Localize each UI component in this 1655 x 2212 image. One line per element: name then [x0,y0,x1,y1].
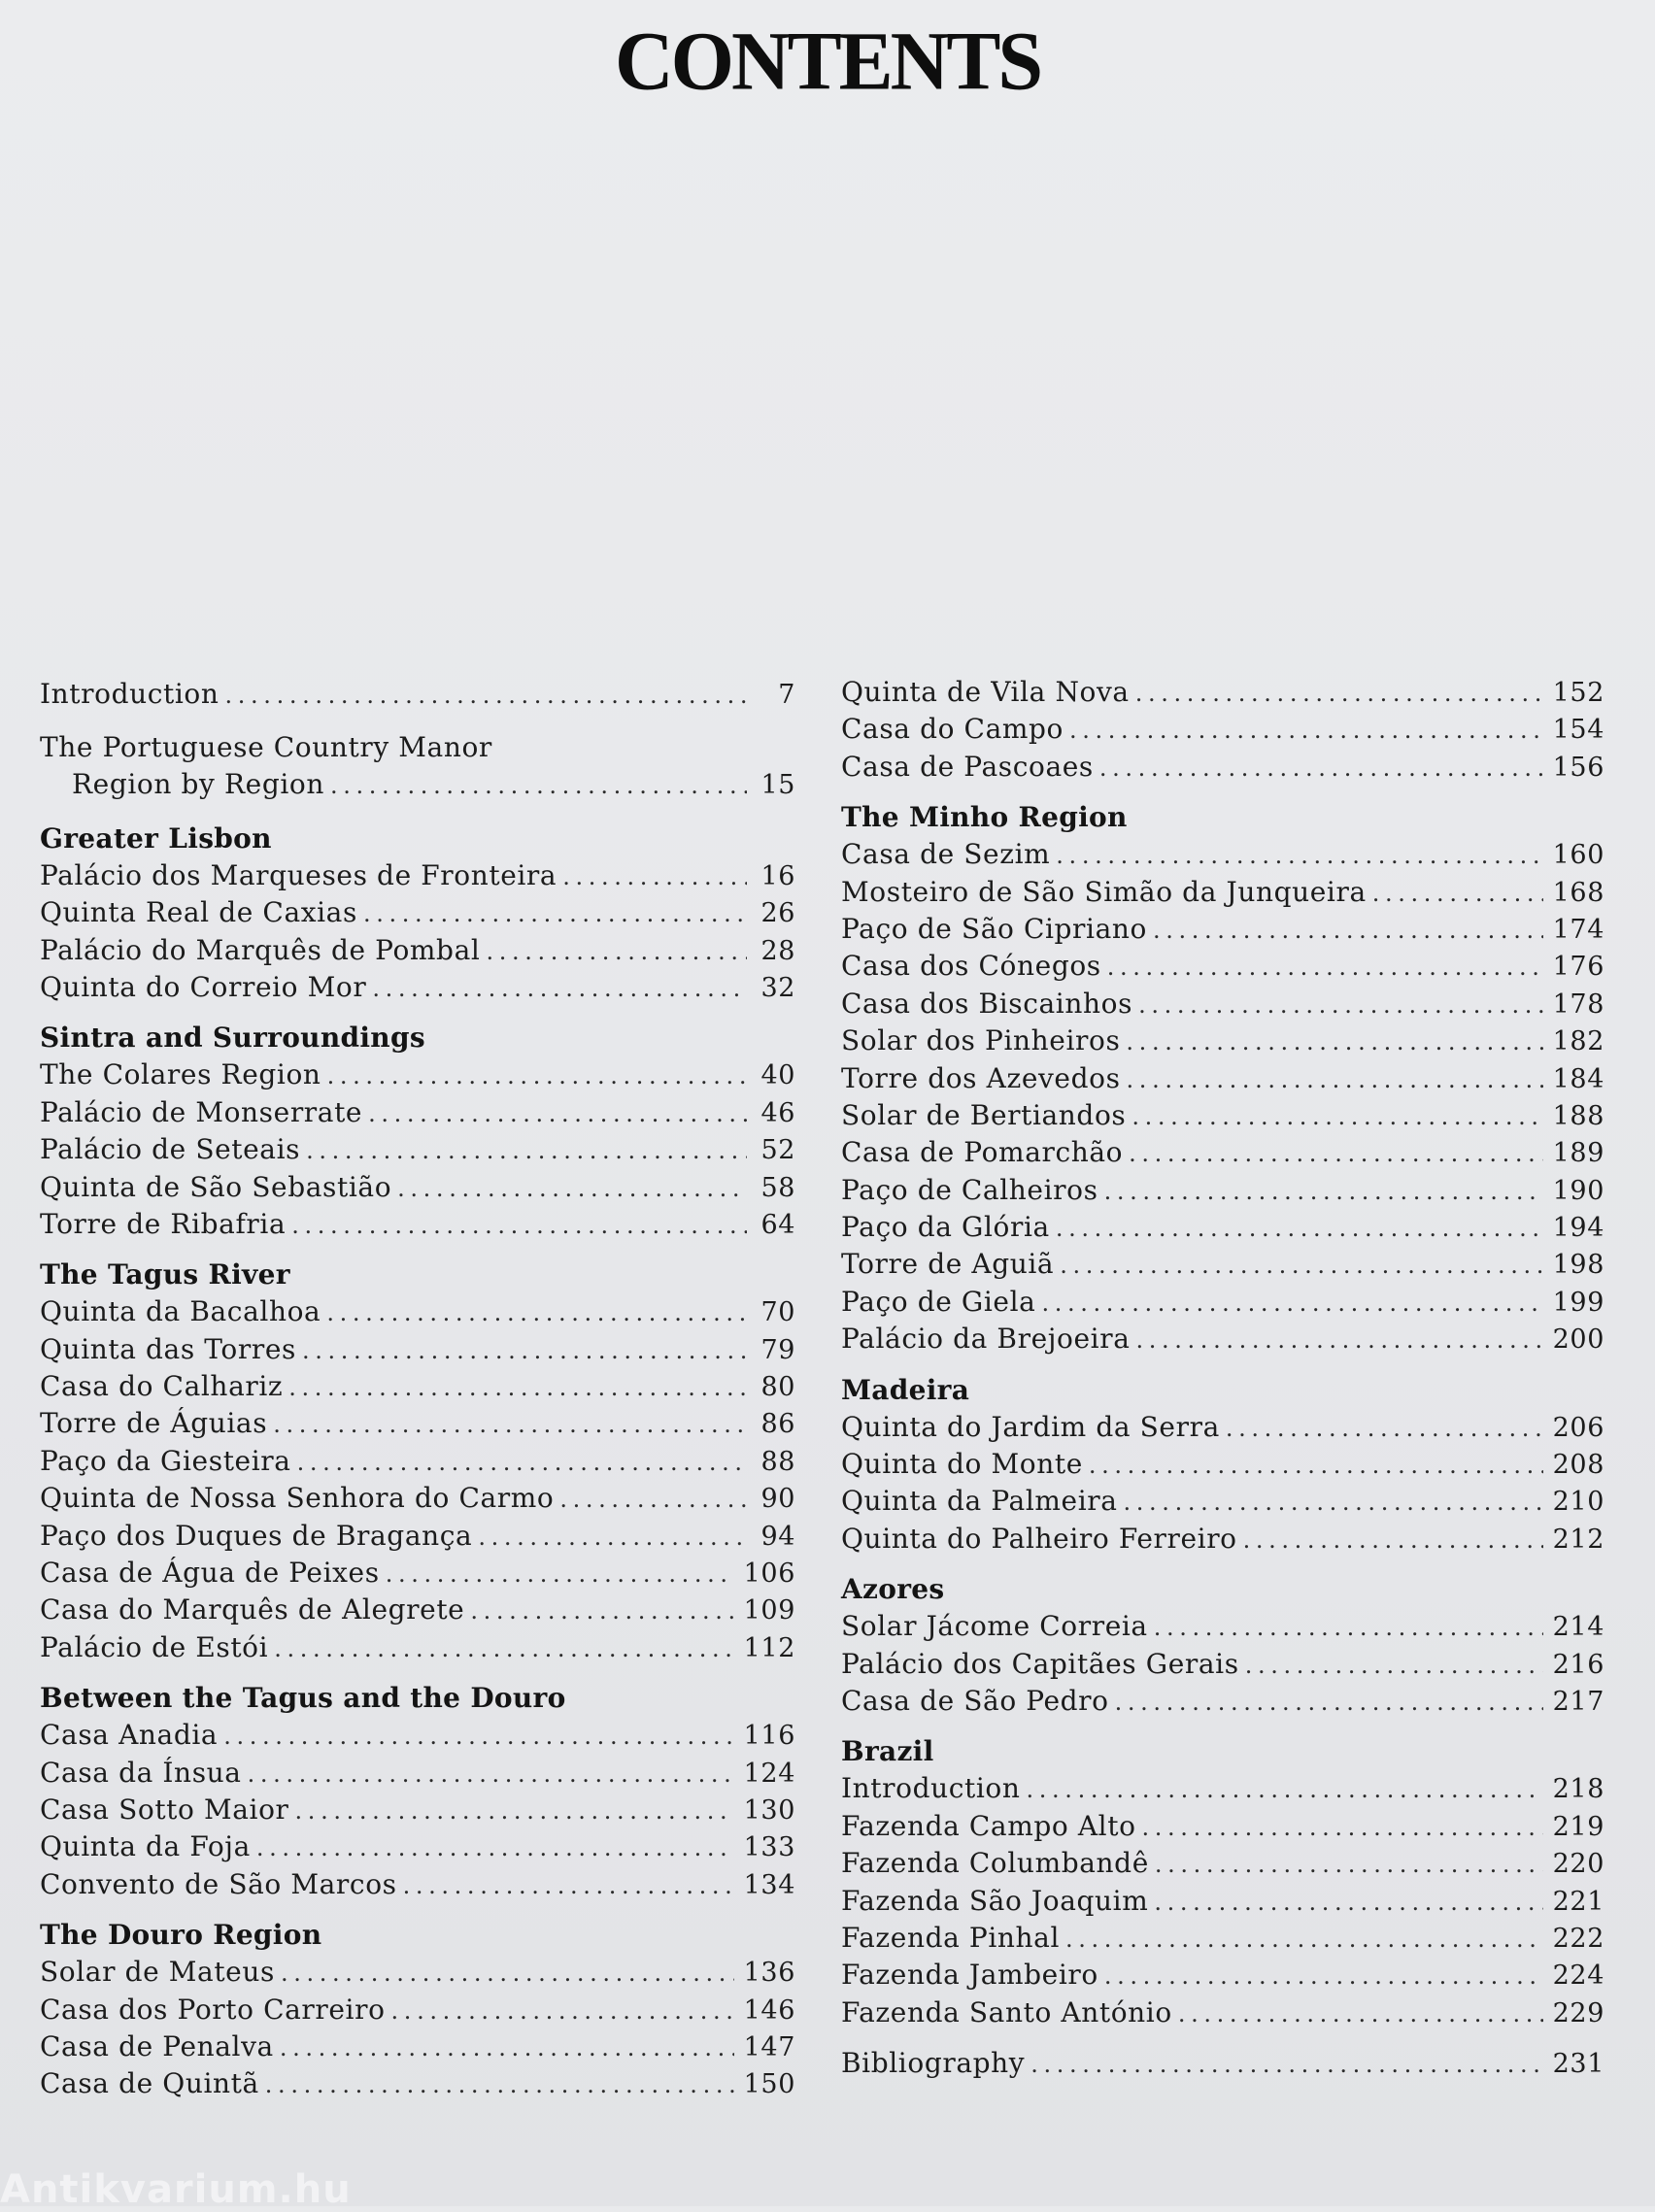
dot-leader [273,1406,747,1443]
toc-entry-page: 147 [743,2031,795,2062]
toc-entry-page: 106 [743,1558,795,1590]
dot-leader [288,1369,747,1406]
toc-entry [40,1828,795,1865]
dot-leader [1104,1958,1543,1994]
toc-entry [40,1717,795,1754]
toc-entry [841,1060,1604,1097]
toc-entry-page: 174 [1552,914,1604,945]
toc-entry [40,1169,795,1206]
dot-leader [302,1332,747,1369]
toc-entry-label: Quinta das Torres [40,1332,296,1365]
toc-entry [40,969,795,1006]
toc-entry-label: Convento de São Marcos [40,1867,397,1900]
toc-entry-label: Quinta da Foja [40,1830,251,1863]
dot-leader [256,1829,734,1866]
toc-entry [40,1056,795,1093]
toc-entry-page: 231 [1552,2049,1604,2080]
toc-entry-page: 64 [760,1209,795,1240]
toc-entry-label: Paço de Calheiros [841,1173,1098,1206]
dot-leader [1107,949,1543,986]
dot-leader [397,1170,747,1207]
toc-entry-page: 32 [760,972,795,1003]
toc-entry-page: 218 [1552,1774,1604,1805]
dot-leader [403,1867,734,1904]
dot-leader [368,1095,747,1132]
toc-entry-page: 184 [1552,1063,1604,1094]
toc-entry-label: Quinta do Correio Mor [40,970,367,1003]
toc-entry-label: Fazenda Pinhal [841,1921,1061,1954]
toc-entry-label: Quinta da Palmeira [841,1485,1118,1518]
toc-entry-page: 109 [743,1595,795,1626]
section-heading: Greater Lisbon [40,821,272,855]
toc-entry [841,1994,1604,2031]
toc-entry [841,1683,1604,1720]
toc-entry-page: 134 [743,1869,795,1900]
toc-entry [841,986,1604,1022]
toc-entry-label: Quinta de Vila Nova [841,676,1130,708]
toc-entry [841,1446,1604,1483]
toc-entry-label: Casa do Campo [841,713,1064,746]
toc-entry [841,1409,1604,1446]
dot-leader [1226,1410,1543,1447]
toc-entry [841,1284,1604,1321]
toc-entry-label: Quinta de São Sebastião [40,1170,392,1203]
dot-leader [223,1718,733,1755]
toc-entry-label: Paço dos Duques de Bragança [40,1519,473,1552]
toc-entry-label: Bibliography [841,2047,1026,2080]
toc-entry [841,1608,1604,1645]
toc-entry-page: 220 [1552,1849,1604,1880]
toc-entry-label: Palácio dos Marqueses de Fronteira [40,858,557,891]
dot-leader [1104,1173,1543,1210]
toc-entry-label: Paço de Giela [841,1285,1036,1318]
toc-entry-label: Casa de Quintã [40,2067,259,2100]
toc-entry-label: Casa de Pomarchão [841,1136,1124,1169]
toc-entry-page: 26 [760,898,795,929]
toc-entry [841,1134,1604,1171]
toc-entry-page: 94 [760,1521,795,1552]
toc-entry-manor-line1: The Portuguese Country Manor [40,731,492,764]
toc-entry-page: 212 [1552,1524,1604,1555]
dot-leader [1154,1884,1542,1921]
toc-entry-label: Quinta de Nossa Senhora do Carmo [40,1482,555,1515]
toc-entry-page: 130 [743,1794,795,1826]
toc-entry-page: 150 [743,2069,795,2100]
toc-entry-label: Solar de Mateus [40,1956,275,1989]
toc-entry-label: Casa do Calhariz [40,1370,284,1403]
toc-entry [40,1755,795,1792]
toc-entry-label: Casa dos Biscainhos [841,987,1133,1020]
toc-entry [40,894,795,931]
dot-leader [297,1444,747,1481]
dot-leader [1099,750,1543,787]
toc-entry-label: The Colares Region [40,1058,321,1091]
toc-entry-page: 178 [1552,989,1604,1020]
toc-entry-label: Palácio dos Capitães Gerais [841,1647,1239,1680]
dot-leader [1142,1809,1543,1846]
toc-entry-page: 217 [1552,1686,1604,1717]
dot-leader [1060,1247,1542,1284]
toc-entry [841,911,1604,948]
toc-entry-label: Casa dos Porto Carreiro [40,1993,386,2026]
toc-entry-page: 199 [1552,1287,1604,1318]
toc-entry-label: Palácio da Brejoeira [841,1323,1131,1356]
toc-entry-page: 190 [1552,1175,1604,1206]
toc-entry-label: Region by Region [72,768,324,801]
watermark: Antikvarium.hu [0,2167,352,2212]
dot-leader [470,1592,733,1629]
toc-entry-label: Torre dos Azevedos [841,1061,1121,1094]
toc-entry [841,874,1604,911]
toc-entry-label: Torre de Águias [40,1407,268,1440]
dot-leader [1056,837,1542,874]
toc-entry [40,2028,795,2065]
toc-entry-page: 221 [1552,1886,1604,1917]
toc-entry-label: Solar de Bertiandos [841,1098,1127,1131]
dot-leader [1124,1484,1543,1521]
dot-leader [1030,2046,1542,2083]
toc-entry-page: 210 [1552,1487,1604,1518]
toc-entry [841,749,1604,786]
toc-entry-label: Palácio do Marquês de Pombal [40,933,481,966]
toc-entry [40,1629,795,1666]
dot-leader [1041,1285,1542,1322]
toc-entry-page: 200 [1552,1324,1604,1356]
toc-entry-page: 40 [760,1060,795,1091]
toc-entry-page: 16 [760,860,795,891]
toc-entry-label: Quinta da Bacalhoa [40,1295,321,1328]
toc-left-column [40,676,795,2103]
toc-entry [40,857,795,894]
toc-entry [841,1483,1604,1520]
toc-entry [841,1770,1604,1807]
dot-leader [280,2029,734,2066]
toc-entry-label: Casa Sotto Maior [40,1793,289,1826]
toc-entry [841,1845,1604,1882]
toc-entry-page: 112 [743,1632,795,1663]
dot-leader [330,767,747,804]
toc-entry-bibliography [841,2045,1604,2082]
toc-entry-label: Quinta Real de Caxias [40,896,357,929]
toc-entry-page: 222 [1552,1923,1604,1954]
toc-entry [841,1321,1604,1357]
toc-entry-label: Casa de Sezim [841,838,1051,871]
toc-entry-page: 46 [760,1097,795,1128]
toc-entry [841,1172,1604,1209]
toc-entry-page: 168 [1552,877,1604,908]
toc-entry-page: 28 [760,935,795,966]
dot-leader [1136,1322,1543,1358]
dot-leader [295,1793,734,1829]
toc-entry-page: 194 [1552,1213,1604,1244]
toc-entry [841,1097,1604,1134]
toc-entry-label: Casa da Ínsua [40,1756,242,1789]
toc-entry-label: Paço de São Cipriano [841,912,1147,945]
section-heading: Azores [841,1573,945,1606]
toc-entry-page: 79 [760,1334,795,1365]
toc-entry-page: 224 [1552,1961,1604,1992]
toc-entry [40,1331,795,1368]
toc-entry [40,1368,795,1405]
toc-entry [40,1094,795,1131]
dot-leader [225,677,747,714]
dot-leader [1129,1135,1543,1172]
toc-entry-label: Casa de Pascoaes [841,750,1094,783]
dot-leader [1065,1921,1543,1958]
toc-entry-page: 156 [1552,752,1604,783]
dot-leader [478,1519,747,1556]
toc-entry-label: Torre de Aguiã [841,1248,1055,1281]
dot-leader [559,1481,747,1518]
dot-leader [386,1556,734,1592]
toc-entry-page: 189 [1552,1138,1604,1169]
section-heading: The Tagus River [40,1258,290,1291]
toc-entry [40,932,795,969]
toc-entry-label: Quinta do Monte [841,1448,1083,1481]
toc-entry-page: 88 [760,1446,795,1477]
toc-entry-page: 80 [760,1372,795,1403]
toc-entry-label: Solar Jácome Correia [841,1610,1148,1643]
toc-entry [40,1992,795,2028]
toc-entry-label: Torre de Ribafria [40,1207,287,1240]
dot-leader [372,970,747,1007]
toc-entry [841,1957,1604,1994]
dot-leader [486,933,747,970]
toc-entry [40,1131,795,1168]
dot-leader [1372,875,1543,912]
toc-entry-label: Fazenda Jambeiro [841,1959,1098,1992]
toc-entry-page: 229 [1552,1997,1604,2028]
toc-entry-page: 52 [760,1135,795,1166]
toc-entry-page: 124 [743,1758,795,1789]
toc-entry-page: 58 [760,1172,795,1203]
toc-entry-page: 154 [1552,715,1604,746]
dot-leader [1154,1609,1543,1646]
toc-entry-page: 7 [778,680,795,710]
section-heading: Between the Tagus and the Douro [40,1682,566,1715]
toc-entry [40,1592,795,1628]
toc-entry-label: Fazenda São Joaquim [841,1884,1149,1917]
toc-entry-label: Fazenda Campo Alto [841,1809,1136,1842]
toc-entry-label: Palácio de Seteais [40,1133,301,1166]
toc-entry [841,1808,1604,1845]
dot-leader [1138,987,1543,1023]
dot-leader [281,1955,734,1992]
section-heading: Brazil [841,1735,934,1768]
toc-entry-page: 219 [1552,1811,1604,1842]
toc-entry [841,1521,1604,1558]
toc-entry [40,1518,795,1555]
dot-leader [1089,1447,1543,1484]
toc-entry-label: Fazenda Santo António [841,1995,1172,2028]
toc-entry [841,1883,1604,1920]
section-heading: Madeira [841,1373,970,1406]
toc-entry-label: Paço da Glória [841,1211,1050,1244]
toc-entry [841,674,1604,711]
toc-entry-label: Casa de São Pedro [841,1684,1109,1717]
section-heading: Sintra and Surroundings [40,1022,425,1055]
toc-entry-label: Introduction [40,678,220,710]
toc-entry-page: 216 [1552,1649,1604,1680]
toc-entry-page: 198 [1552,1250,1604,1281]
toc-entry-page: 208 [1552,1450,1604,1481]
section-heading: The Minho Region [841,801,1128,834]
toc-entry-label: Fazenda Columbandê [841,1847,1149,1880]
toc-entry-page: 90 [760,1484,795,1515]
toc-entry [40,2065,795,2102]
dot-leader [391,1993,734,2029]
toc-entry-label: Introduction [841,1772,1021,1805]
toc-entry-introduction [40,676,795,713]
toc-entry-label: Palácio de Monserrate [40,1095,363,1128]
dot-leader [1155,1846,1543,1883]
toc-entry-page: 214 [1552,1612,1604,1643]
toc-entry-label: Casa dos Cónegos [841,950,1101,983]
dot-leader [1127,1061,1543,1098]
dot-leader [326,1294,747,1331]
toc-entry [40,1293,795,1330]
dot-leader [1153,912,1543,949]
toc-entry [841,836,1604,873]
toc-right-column [841,674,1604,2083]
toc-entry-label: Palácio de Estói [40,1630,269,1663]
dot-leader [274,1630,733,1667]
toc-entry-label: Casa de Penalva [40,2029,274,2062]
toc-entry [841,711,1604,748]
dot-leader [1115,1684,1543,1721]
toc-entry-page: 70 [760,1297,795,1328]
toc-entry [841,1646,1604,1683]
dot-leader [1056,1210,1543,1247]
dot-leader [265,2066,734,2103]
toc-entry [40,1405,795,1442]
toc-entry-label: Quinta do Jardim da Serra [841,1410,1220,1443]
toc-entry [40,1443,795,1480]
toc-entry-page: 86 [760,1409,795,1440]
toc-entry-label: Casa do Marquês de Alegrete [40,1593,465,1626]
toc-entry-label: Paço da Giesteira [40,1444,291,1477]
dot-leader [1243,1522,1543,1558]
dot-leader [1027,1771,1543,1808]
dot-leader [291,1207,747,1244]
toc-entry [40,1555,795,1592]
section-heading: The Douro Region [40,1919,322,1952]
toc-entry [841,1246,1604,1283]
toc-entry [841,1920,1604,1957]
toc-entry-page: 182 [1552,1026,1604,1057]
dot-leader [306,1132,747,1169]
toc-entry [841,1209,1604,1246]
toc-entry-label: Casa Anadia [40,1719,219,1752]
toc-entry-label: Quinta do Palheiro Ferreiro [841,1522,1237,1555]
toc-entry [841,1022,1604,1059]
toc-entry-page: 160 [1552,840,1604,871]
toc-entry-page: 116 [743,1721,795,1752]
dot-leader [1069,712,1543,749]
toc-entry-page: 136 [743,1958,795,1989]
toc-entry-page: 146 [743,1994,795,2026]
dot-leader [562,858,747,895]
toc-entry-label: Casa de Água de Peixes [40,1557,380,1590]
dot-leader [248,1756,734,1793]
toc-entry [40,1866,795,1903]
dot-leader [1178,1995,1543,2032]
toc-entry-manor [40,766,795,803]
dot-leader [1135,675,1543,712]
dot-leader [1131,1098,1542,1135]
toc-entry-page: 188 [1552,1100,1604,1131]
dot-leader [363,895,747,932]
dot-leader [1126,1023,1542,1060]
toc-entry-label: Mosteiro de São Simão da Junqueira [841,875,1367,908]
page-title: CONTENTS [614,16,1041,108]
toc-entry [40,1206,795,1243]
dot-leader [1245,1647,1543,1684]
toc-entry [40,1480,795,1517]
toc-entry-label: Solar dos Pinheiros [841,1024,1121,1057]
toc-entry [40,1792,795,1828]
toc-entry-page: 152 [1552,678,1604,708]
toc-entry-page: 206 [1552,1412,1604,1443]
toc-entry [40,1954,795,1991]
toc-entry [841,948,1604,985]
toc-entry-page: 15 [760,770,795,801]
toc-entry-page: 133 [743,1832,795,1863]
dot-leader [327,1057,747,1094]
toc-entry-page: 176 [1552,952,1604,983]
